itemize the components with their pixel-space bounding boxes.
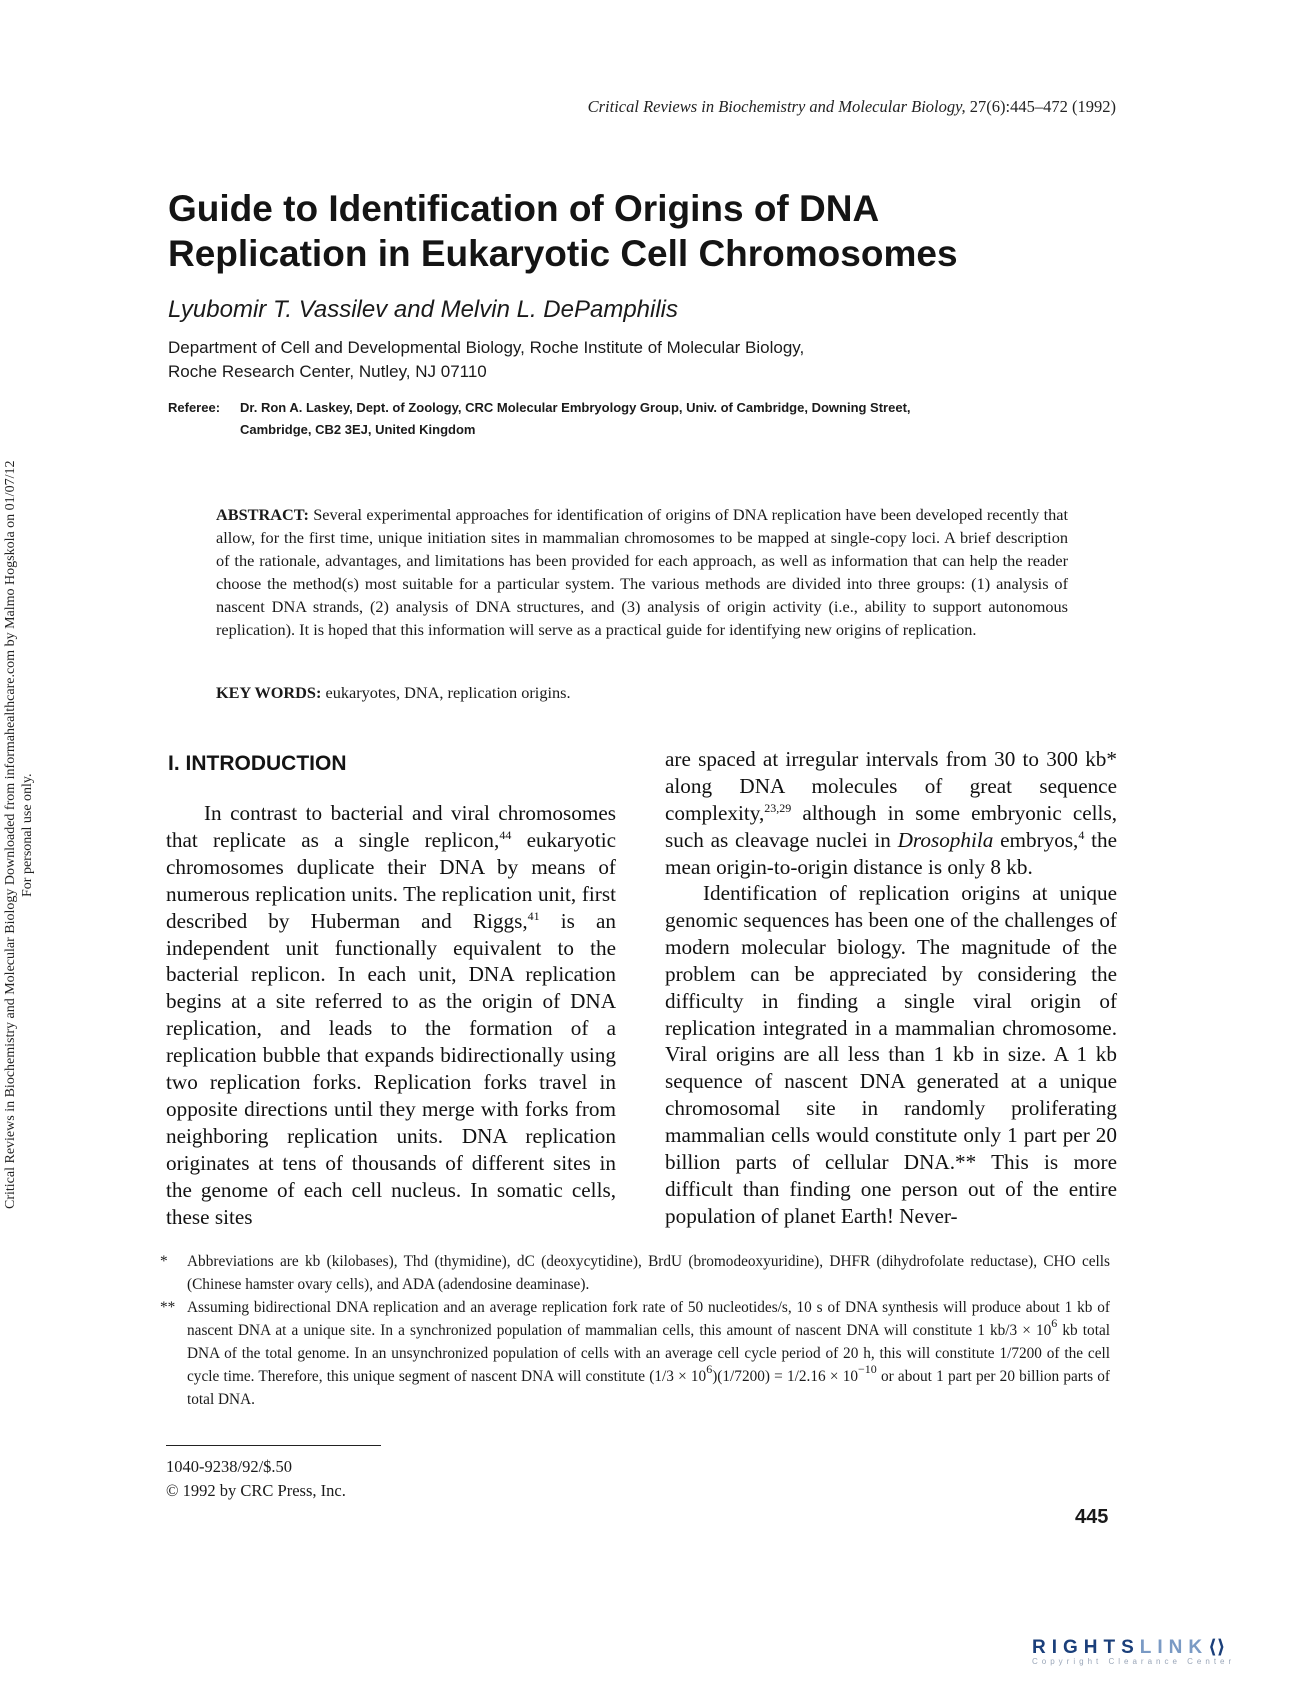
- footnote-2-body: [187, 1296, 1110, 1411]
- download-watermark: [2, 395, 48, 1275]
- reference-4: 4: [1078, 827, 1085, 842]
- title-line-1: Guide to Identification of Origins of DNA: [168, 188, 880, 229]
- authors: Lyubomir T. Vassilev and Melvin L. DePamphilis: [168, 296, 679, 323]
- rightslink-logo[interactable]: [1032, 1636, 1267, 1676]
- left-text-2: eukaryotic chromosomes duplicate their DNA by means of numerous replication units. The replication unit, first described by Huberman and Riggs,: [166, 827, 616, 933]
- footnote-1-mark: *: [160, 1253, 168, 1270]
- referee-details: [240, 397, 911, 441]
- referee: [168, 397, 911, 441]
- footnote-2-text-b: kb total DNA of the total genome. In an unsynchronized population of cells with an average cell cycle period of 20 h, this will constitute 1/7200 of the cell cycle time. Therefore, this unique segment of nascent DNA will constitute (1/3 × 10: [187, 1322, 1110, 1385]
- right-text-1c: embryos,: [993, 827, 1079, 852]
- right-text-1d: the mean origin-to-origin distance is only 8 kb.: [665, 827, 1117, 879]
- exponent-1: 6: [1051, 1316, 1058, 1330]
- footnote-calculation: [160, 1296, 1110, 1411]
- watermark-line-2: For personal use only.: [20, 773, 35, 897]
- affiliation-line-2: Roche Research Center, Nutley, NJ 07110: [168, 362, 487, 381]
- watermark-line-1: Critical Reviews in Biochemistry and Molecular Biology Downloaded from informahealthcare.com by Malmo Hogskola on 01/07/12: [3, 460, 18, 1210]
- copyright: © 1992 by CRC Press, Inc.: [166, 1481, 346, 1500]
- footnote-abbreviations: [160, 1250, 1110, 1296]
- referee-line-2: Cambridge, CB2 3EJ, United Kingdom: [240, 422, 476, 437]
- footnote-2-text-d: or about 1 part per 20 billion parts of total DNA.: [187, 1368, 1110, 1408]
- issn-block: [166, 1455, 346, 1503]
- rightslink-part-2: LINK: [1139, 1637, 1209, 1658]
- keywords: [216, 683, 571, 703]
- left-text-3: is an independent unit functionally equivalent to the bacterial replicon. In each unit, DNA replication begins at a site referred to as the origin of DNA replication, and leads to the formation of a replication bubble that expands bidirectionally using two replication forks. Replication forks travel in opposite directions until they merge with forks from neighboring replication units. DNA replication originates at tens of thousands of different sites in the genome of each cell nucleus. In somatic cells, these sites: [166, 908, 616, 1229]
- footnote-2-text-a: Assuming bidirectional DNA replication and an average replication fork rate of 50 nucleotides/s, 10 s of DNA synthesis will produce about 1 kb of nascent DNA at a unique site. In a synchronized population of mammalian cells, this amount of nascent DNA will constitute 1 kb/3 × 10: [187, 1299, 1110, 1339]
- journal-citation: 27(6):445–472 (1992): [969, 97, 1116, 116]
- rightslink-subtitle: Copyright Clearance Center: [1032, 1657, 1236, 1666]
- issn-code: 1040-9238/92/$.50: [166, 1457, 293, 1476]
- footnote-2-text-c: )(1/7200) = 1/2.16 × 10: [712, 1368, 858, 1385]
- affiliation-line-1: Department of Cell and Developmental Biology, Roche Institute of Molecular Biology,: [168, 338, 805, 357]
- section-heading: I. INTRODUCTION: [168, 752, 347, 775]
- abstract-text: Several experimental approaches for identification of origins of DNA replication have been developed recently that allow, for the first time, unique initiation sites in mammalian chromosomes to be mapped at single-copy loci. A brief description of the rationale, advantages, and limitations has been provided for each approach, as well as information that can help the reader choose the method(s) most suitable for a particular system. The various methods are divided into three groups: (1) analysis of nascent DNA strands, (2) analysis of DNA structures, and (3) analysis of origin activity (i.e., ability to support autonomous replication). It is hoped that this information will serve as a practical guide for identifying new origins of replication.: [216, 505, 1068, 639]
- chevron-icon: ⟨⟩: [1208, 1637, 1226, 1658]
- exponent-3: −10: [858, 1362, 877, 1376]
- affiliation: [168, 336, 804, 384]
- article-title: [168, 186, 1108, 276]
- running-head: [588, 97, 1116, 117]
- abstract-label: ABSTRACT:: [216, 505, 309, 524]
- footer-rule: [166, 1445, 381, 1446]
- title-line-2: Replication in Eukaryotic Cell Chromosomes: [168, 233, 958, 274]
- keywords-label: KEY WORDS:: [216, 683, 322, 702]
- rightslink-part-1: RIGHTS: [1032, 1637, 1140, 1658]
- abstract: [216, 503, 1068, 641]
- body-left-column: [166, 800, 616, 1231]
- species-name: Drosophila: [897, 827, 994, 852]
- right-text-1a: are spaced at irregular intervals from 30 to 300 kb* along DNA molecules of great sequence complexity,: [665, 747, 1117, 825]
- right-text-1b: although in some embryonic cells, such as cleavage nuclei in: [665, 800, 1117, 852]
- reference-44: 44: [499, 827, 512, 842]
- body-right-paragraph-1: [665, 746, 1117, 881]
- footnote-2-mark: **: [160, 1299, 176, 1316]
- page-number: 445: [1075, 1506, 1109, 1528]
- reference-41: 41: [527, 908, 540, 923]
- left-text-1: In contrast to bacterial and viral chromosomes that replicate as a single replicon,: [166, 801, 616, 852]
- body-right-paragraph-2: Identification of replication origins at unique genomic sequences has been one of the challenges of modern molecular biology. The magnitude of the problem can be appreciated by considering the difficulty in finding a single viral origin of replication integrated in a mammalian chromosome. Viral origins are all less than 1 kb in size. A 1 kb sequence of nascent DNA generated at a unique chromosomal site in randomly proliferating mammalian cells would constitute only 1 part per 20 billion parts of cellular DNA.** This is more difficult than finding one person out of the entire population of planet Earth! Never-: [665, 881, 1117, 1228]
- reference-23-29: 23,29: [764, 800, 792, 815]
- keywords-text: eukaryotes, DNA, replication origins.: [325, 683, 571, 702]
- referee-line-1: Dr. Ron A. Laskey, Dept. of Zoology, CRC Molecular Embryology Group, Univ. of Cambridge, Downing Street,: [240, 400, 911, 415]
- exponent-2: 6: [706, 1362, 713, 1376]
- referee-label: Referee:: [168, 400, 221, 415]
- footnote-1-text: Abbreviations are kb (kilobases), Thd (thymidine), dC (deoxycytidine), BrdU (bromodeoxyuridine), DHFR (dihydrofolate reductase), CHO cells (Chinese hamster ovary cells), and ADA (adendosine deaminase).: [187, 1253, 1110, 1293]
- journal-name: Critical Reviews in Biochemistry and Molecular Biology,: [587, 97, 966, 116]
